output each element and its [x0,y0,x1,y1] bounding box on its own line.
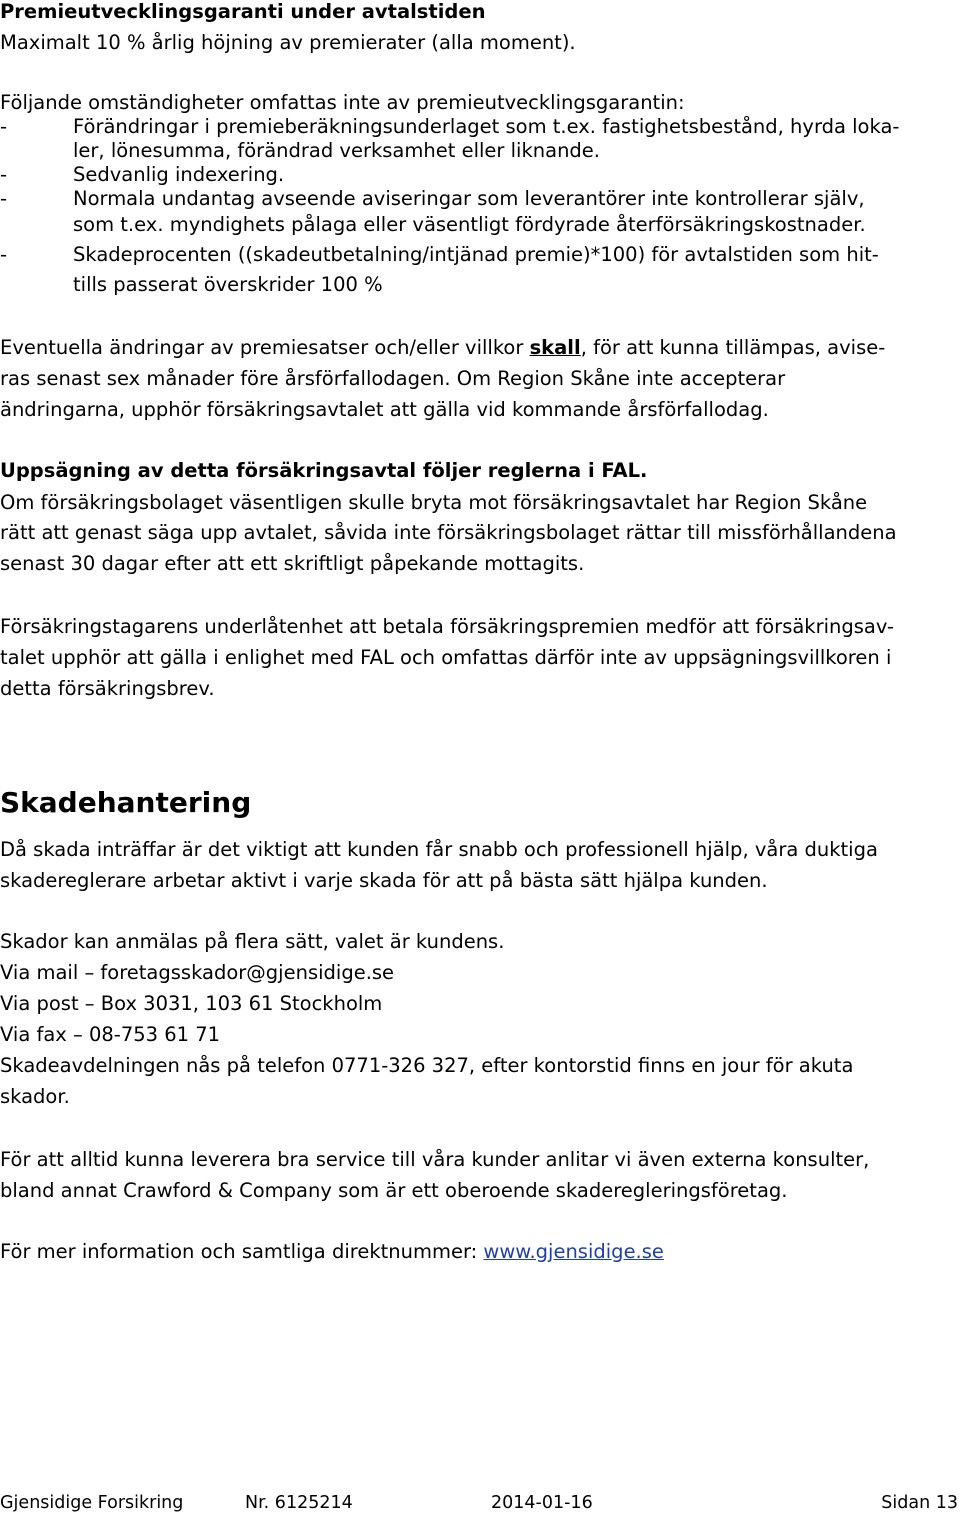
guarantee-heading: Premieutvecklingsgaranti under avtalstiden [0,0,486,23]
changes-line: ras senast sex månader före årsförfallodagen. Om Region Skåne inte accepterar [0,367,786,390]
consultants-line: För att alltid kunna leverera bra service till våra kunder anlitar vi även externa konsulter, [0,1148,870,1171]
list-dash: - [0,187,8,210]
claims-intro-line: skadereglerare arbetar aktivt i varje skada för att på bästa sätt hjälpa kunden. [0,869,768,892]
changes-line [0,336,885,360]
report-post: Via post – Box 3031, 103 61 Stockholm [0,992,383,1015]
list-item: Skadeprocenten ((skadeutbetalning/intjänad premie)*100) för avtalstiden som hit- [73,243,879,266]
consultants-line: bland annat Crawford & Company som är ett oberoende skaderegleringsföretag. [0,1179,788,1202]
more-info-line [0,1240,664,1264]
report-mail: Via mail – foretagsskador@gjensidige.se [0,961,395,984]
changes-line: ändringarna, upphör försäkringsavtalet att gälla vid kommande årsförfallodag. [0,398,769,421]
footer-company: Gjensidige Forsikring [0,1493,184,1513]
list-item: Förändringar i premieberäkningsunderlaget som t.ex. fastighetsbestånd, hyrda loka- [73,115,900,138]
termination-line: Om försäkringsbolaget väsentligen skulle bryta mot försäkringsavtalet har Region Skåne [0,491,868,514]
list-item-cont: tills passerat överskrider 100 % [73,273,383,296]
list-item-cont: ler, lönesumma, förändrad verksamhet eller liknande. [73,139,600,162]
premium-line: talet upphör att gälla i enlighet med FAL och omfattas därför inte av uppsägningsvillkoren i [0,646,892,669]
termination-line: rätt att genast säga upp avtalet, såvida inte försäkringsbolaget rättar till missförhållandena [0,521,897,544]
claims-intro-line: Då skada inträffar är det viktigt att kunden får snabb och professionell hjälp, våra duktiga [0,838,878,861]
footer-page-number: Sidan 13 [881,1493,958,1513]
website-link[interactable]: www.gjensidige.se [483,1240,664,1263]
list-item-cont: som t.ex. myndighets pålaga eller väsentligt fördyrade återförsäkringskostnader. [73,213,866,236]
report-line: Skador kan anmälas på flera sätt, valet är kundens. [0,930,505,953]
list-item: Normala undantag avseende aviseringar som leverantörer inte kontrollerar själv, [73,187,865,210]
list-dash: - [0,163,8,186]
list-dash: - [0,115,8,138]
termination-line: senast 30 dagar efter att ett skriftligt påpekande mottagits. [0,552,585,575]
footer-date: 2014-01-16 [491,1493,593,1513]
guarantee-line: Maximalt 10 % årlig höjning av premierater (alla moment). [0,31,576,54]
termination-heading: Uppsägning av detta försäkringsavtal följer reglerna i FAL. [0,459,648,482]
more-info-text: För mer information och samtliga direktnummer: [0,1240,484,1263]
report-phone: Skadeavdelningen nås på telefon 0771-326 327, efter kontorstid finns en jour för akuta [0,1054,854,1077]
list-item: Sedvanlig indexering. [73,163,285,186]
skall-emphasis: skall [529,336,581,359]
premium-line: detta försäkringsbrev. [0,677,215,700]
report-phone-cont: skador. [0,1085,70,1108]
guarantee-intro: Följande omständigheter omfattas inte av premieutvecklingsgarantin: [0,91,685,114]
report-fax: Via fax – 08-753 61 71 [0,1023,221,1046]
section-title: Skadehantering [0,786,252,819]
changes-text: , för att kunna tillämpas, avise- [580,336,886,359]
list-dash: - [0,243,8,266]
premium-line: Försäkringstagarens underlåtenhet att betala försäkringspremien medför att försäkringsav- [0,615,894,638]
changes-text: Eventuella ändringar av premiesatser och/eller villkor [0,336,530,359]
footer-number: Nr. 6125214 [245,1493,353,1513]
